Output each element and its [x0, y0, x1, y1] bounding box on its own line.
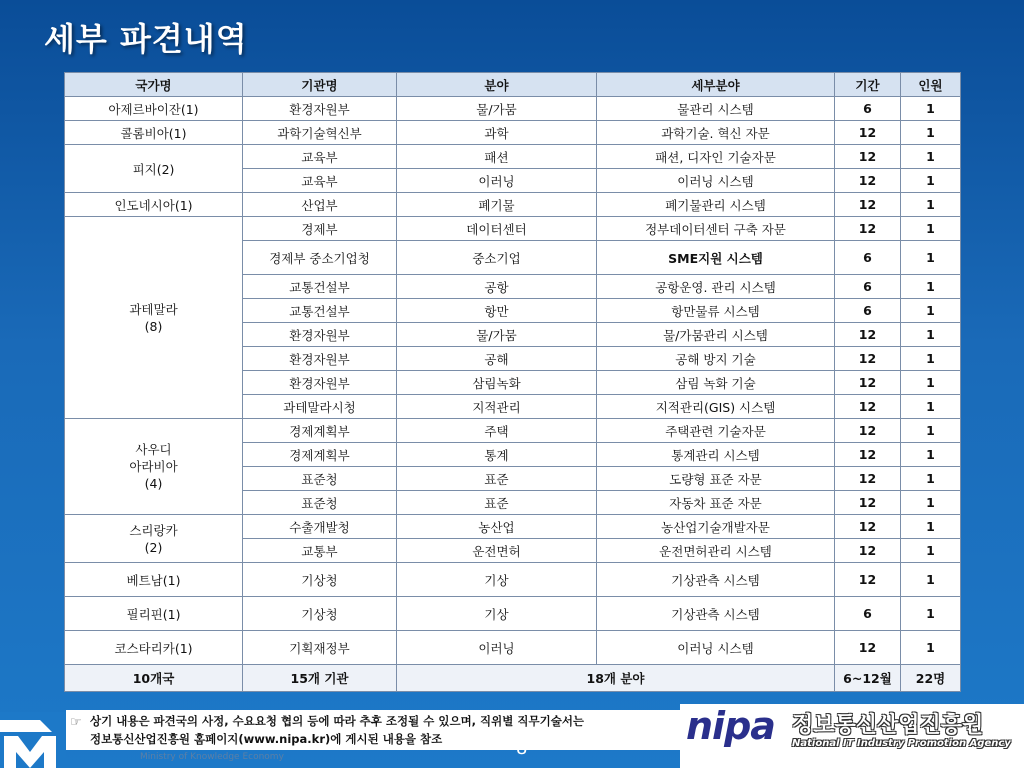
persons-cell: 1 [901, 193, 961, 217]
field-cell: 중소기업 [397, 241, 597, 275]
detail-cell: 도량형 표준 자문 [597, 467, 835, 491]
agency-cell: 기획재정부 [243, 631, 397, 665]
field-cell: 패션 [397, 145, 597, 169]
period-cell: 12 [835, 419, 901, 443]
country-cell: 아제르바이잔(1) [65, 97, 243, 121]
agency-cell: 환경자원부 [243, 371, 397, 395]
field-cell: 주택 [397, 419, 597, 443]
table-row [65, 631, 961, 665]
col-header-period: 기간 [835, 73, 901, 97]
field-cell: 과학 [397, 121, 597, 145]
total-field: 18개 분야 [397, 665, 835, 692]
period-cell: 12 [835, 217, 901, 241]
agency-cell: 교통건설부 [243, 299, 397, 323]
persons-cell: 1 [901, 323, 961, 347]
field-cell: 공해 [397, 347, 597, 371]
field-cell: 농산업 [397, 515, 597, 539]
field-cell: 지적관리 [397, 395, 597, 419]
persons-cell: 1 [901, 443, 961, 467]
persons-cell: 1 [901, 169, 961, 193]
period-cell: 12 [835, 347, 901, 371]
table-row [65, 97, 961, 121]
deployment-table-container [64, 72, 960, 692]
country-cell: 인도네시아(1) [65, 193, 243, 217]
persons-cell: 1 [901, 217, 961, 241]
agency-cell: 수출개발청 [243, 515, 397, 539]
country-cell: 콜롬비아(1) [65, 121, 243, 145]
field-cell: 기상 [397, 563, 597, 597]
country-cell [65, 217, 243, 419]
table-header-row [65, 73, 961, 97]
persons-cell: 1 [901, 631, 961, 665]
field-cell: 삼림녹화 [397, 371, 597, 395]
agency-cell: 과학기술혁신부 [243, 121, 397, 145]
period-cell: 12 [835, 145, 901, 169]
ministry-logo [0, 712, 66, 768]
agency-cell: 경제부 [243, 217, 397, 241]
col-header-agency: 기관명 [243, 73, 397, 97]
detail-cell: 물관리 시스템 [597, 97, 835, 121]
table-row [65, 193, 961, 217]
field-cell: 이러닝 [397, 631, 597, 665]
table-row [65, 121, 961, 145]
detail-cell: 기상관측 시스템 [597, 597, 835, 631]
total-persons: 22명 [901, 665, 961, 692]
table-row [65, 515, 961, 539]
detail-cell: 운전면허관리 시스템 [597, 539, 835, 563]
country-cell: 필리핀(1) [65, 597, 243, 631]
field-cell: 기상 [397, 597, 597, 631]
period-cell: 12 [835, 323, 901, 347]
nipa-logo: nipa [686, 704, 775, 748]
detail-cell: 공해 방지 기술 [597, 347, 835, 371]
table-row [65, 419, 961, 443]
persons-cell: 1 [901, 121, 961, 145]
country-cell [65, 419, 243, 515]
period-cell: 12 [835, 443, 901, 467]
country-count: (4) [144, 476, 163, 491]
country-name-line2: 아라비아 [129, 459, 178, 474]
persons-cell: 1 [901, 563, 961, 597]
pointing-hand-icon: ☞ [70, 715, 82, 730]
persons-cell: 1 [901, 539, 961, 563]
period-cell: 12 [835, 631, 901, 665]
field-cell: 이러닝 [397, 169, 597, 193]
persons-cell: 1 [901, 467, 961, 491]
country-name: 과테말라 [129, 301, 178, 317]
country-cell: 코스타리카(1) [65, 631, 243, 665]
detail-cell: 과학기술. 혁신 자문 [597, 121, 835, 145]
agency-cell: 산업부 [243, 193, 397, 217]
detail-cell: 통계관리 시스템 [597, 443, 835, 467]
period-cell: 12 [835, 563, 901, 597]
agency-cell: 환경자원부 [243, 347, 397, 371]
period-cell: 12 [835, 121, 901, 145]
agency-cell: 환경자원부 [243, 97, 397, 121]
country-cell [65, 515, 243, 563]
col-header-field: 분야 [397, 73, 597, 97]
field-cell: 물/가뭄 [397, 323, 597, 347]
page-number: 8 [516, 738, 528, 759]
detail-cell: 공항운영. 관리 시스템 [597, 275, 835, 299]
persons-cell: 1 [901, 597, 961, 631]
agency-cell: 경제부 중소기업청 [243, 241, 397, 275]
col-header-detail: 세부분야 [597, 73, 835, 97]
total-country: 10개국 [65, 665, 243, 692]
persons-cell: 1 [901, 419, 961, 443]
country-count: (2) [144, 539, 163, 555]
note-line-1: 상기 내용은 파견국의 사정, 수요요청 협의 등에 따라 추후 조정될 수 있으며, 직위별 직무기술서는 [90, 714, 585, 728]
field-cell: 데이터센터 [397, 217, 597, 241]
org-english-name: National IT Industry Promotion Agency [792, 738, 1011, 749]
agency-cell: 교육부 [243, 145, 397, 169]
nipa-logo-block [680, 704, 1024, 768]
agency-cell: 과테말라시청 [243, 395, 397, 419]
country-cell: 피지(2) [65, 145, 243, 193]
agency-cell: 기상청 [243, 597, 397, 631]
note-line-2: 정보통신산업진흥원 홈페이지(www.nipa.kr)에 게시된 내용을 참조 [90, 732, 443, 746]
period-cell: 6 [835, 241, 901, 275]
persons-cell: 1 [901, 275, 961, 299]
agency-cell: 교통건설부 [243, 275, 397, 299]
detail-cell: 물/가뭄관리 시스템 [597, 323, 835, 347]
detail-cell: 항만물류 시스템 [597, 299, 835, 323]
agency-cell: 교육부 [243, 169, 397, 193]
field-cell: 공항 [397, 275, 597, 299]
period-cell: 6 [835, 275, 901, 299]
persons-cell: 1 [901, 515, 961, 539]
country-name: 스리랑카 [129, 522, 178, 538]
detail-cell: 지적관리(GIS) 시스템 [597, 395, 835, 419]
ministry-subtitle: Ministry of Knowledge Economy [140, 752, 284, 762]
detail-cell: 폐기물관리 시스템 [597, 193, 835, 217]
persons-cell: 1 [901, 371, 961, 395]
persons-cell: 1 [901, 97, 961, 121]
period-cell: 12 [835, 193, 901, 217]
persons-cell: 1 [901, 347, 961, 371]
agency-cell: 표준청 [243, 467, 397, 491]
agency-cell: 기상청 [243, 563, 397, 597]
field-cell: 항만 [397, 299, 597, 323]
period-cell: 12 [835, 491, 901, 515]
detail-cell: 이러닝 시스템 [597, 631, 835, 665]
persons-cell: 1 [901, 395, 961, 419]
field-cell: 폐기물 [397, 193, 597, 217]
agency-cell: 표준청 [243, 491, 397, 515]
total-period: 6~12월 [835, 665, 901, 692]
detail-cell: 농산업기술개발자문 [597, 515, 835, 539]
col-header-country: 국가명 [65, 73, 243, 97]
persons-cell: 1 [901, 299, 961, 323]
period-cell: 12 [835, 467, 901, 491]
footer-note [66, 710, 680, 750]
detail-cell: 정부데이터센터 구축 자문 [597, 217, 835, 241]
period-cell: 6 [835, 97, 901, 121]
detail-cell: 자동차 표준 자문 [597, 491, 835, 515]
country-cell: 베트남(1) [65, 563, 243, 597]
col-header-persons: 인원 [901, 73, 961, 97]
period-cell: 12 [835, 395, 901, 419]
field-cell: 물/가뭄 [397, 97, 597, 121]
detail-cell: SME지원 시스템 [597, 241, 835, 275]
detail-cell: 기상관측 시스템 [597, 563, 835, 597]
field-cell: 통계 [397, 443, 597, 467]
period-cell: 12 [835, 169, 901, 193]
period-cell: 12 [835, 515, 901, 539]
detail-cell: 주택관련 기술자문 [597, 419, 835, 443]
field-cell: 표준 [397, 467, 597, 491]
agency-cell: 환경자원부 [243, 323, 397, 347]
field-cell: 표준 [397, 491, 597, 515]
period-cell: 6 [835, 597, 901, 631]
deployment-table [64, 72, 961, 692]
period-cell: 12 [835, 539, 901, 563]
persons-cell: 1 [901, 491, 961, 515]
detail-cell: 패션, 디자인 기술자문 [597, 145, 835, 169]
agency-cell: 경제계획부 [243, 443, 397, 467]
table-row [65, 563, 961, 597]
persons-cell: 1 [901, 241, 961, 275]
detail-cell: 삼림 녹화 기술 [597, 371, 835, 395]
country-name: 사우디 [135, 442, 172, 457]
org-korean-name: 정보통신산업진흥원 [792, 713, 984, 738]
table-row [65, 597, 961, 631]
period-cell: 6 [835, 299, 901, 323]
page-title: 세부 파견내역 [44, 20, 248, 58]
total-agency: 15개 기관 [243, 665, 397, 692]
field-cell: 운전면허 [397, 539, 597, 563]
table-row [65, 217, 961, 241]
table-row [65, 145, 961, 169]
detail-cell: 이러닝 시스템 [597, 169, 835, 193]
agency-cell: 경제계획부 [243, 419, 397, 443]
agency-cell: 교통부 [243, 539, 397, 563]
total-row [65, 665, 961, 692]
persons-cell: 1 [901, 145, 961, 169]
period-cell: 12 [835, 371, 901, 395]
country-count: (8) [144, 318, 163, 334]
